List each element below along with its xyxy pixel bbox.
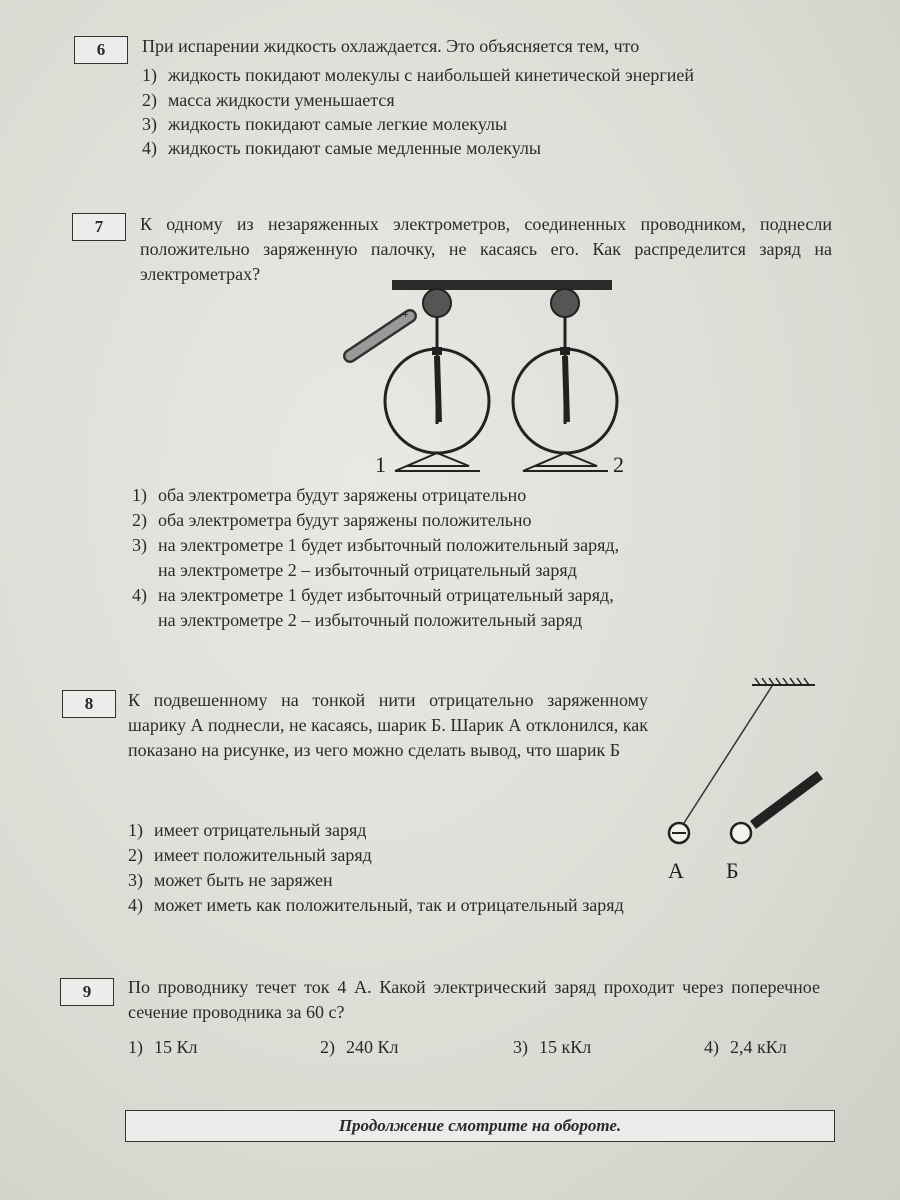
q7-option-1: 1) оба электрометра будут заряжены отрицательно (132, 485, 527, 505)
q8-option-1: 1) имеет отрицательный заряд (128, 820, 367, 840)
q6-option-3: 3) жидкость покидают самые легкие молекулы (142, 114, 508, 134)
question-number-7: 7 (72, 213, 126, 241)
rod-sign: + (402, 307, 409, 321)
q6-option-2: 2) масса жидкости уменьшается (142, 90, 395, 110)
electrometer-label-2: 2 (613, 452, 624, 477)
label-a: А (668, 858, 684, 883)
q8-option-2: 2) имеет положительный заряд (128, 845, 372, 865)
ball-b (731, 775, 820, 843)
connecting-conductor (392, 280, 612, 290)
q7-option-4: 4) на электрометре 1 будет избыточный отрицательный заряд, (132, 585, 614, 605)
question-6-stem: При испарении жидкость охлаждается. Это объясняется тем, что (142, 36, 640, 56)
electrometer-2 (513, 289, 617, 471)
question-7-stem: К одному из незаряженных электрометров, соединенных проводником, поднесли положительно заряженную палочку, не касаясь его. Как распределится заряд на электрометрах? (140, 214, 832, 284)
charged-rod (350, 307, 410, 356)
thread (684, 686, 772, 823)
q7-option-3: 3) на электрометре 1 будет избыточный положительный заряд, (132, 535, 620, 555)
question-8-stem: К подвешенному на тонкой нити отрицательно заряженному шарику А поднесли, не касаясь, шарик Б. Шарик А отклонился, как показано на рисунке, из чего можно сделать вывод, что шарик Б (128, 690, 648, 760)
continue-notice: Продолжение смотрите на обороте. (125, 1110, 835, 1142)
q7-option-3-cont: на электрометре 2 – избыточный отрицательный заряд (158, 560, 577, 580)
question-number-9: 9 (60, 978, 114, 1006)
q9-option-2: 2) 240 Кл (320, 1037, 399, 1057)
label-b: Б (726, 858, 739, 883)
question-number-6: 6 (74, 36, 128, 64)
electrometers-figure (340, 276, 640, 486)
electrometer-label-1: 1 (375, 452, 386, 477)
q9-option-3: 3) 15 кКл (513, 1037, 592, 1057)
q6-option-1: 1) жидкость покидают молекулы с наибольшей кинетической энергией (142, 65, 694, 85)
question-9-stem: По проводнику течет ток 4 А. Какой электрический заряд проходит через поперечное сечение проводника за 60 с? (128, 977, 820, 1022)
ball-a (669, 823, 689, 843)
q9-option-4: 4) 2,4 кКл (704, 1037, 787, 1057)
q7-option-2: 2) оба электрометра будут заряжены положительно (132, 510, 532, 530)
q8-option-3: 3) может быть не заряжен (128, 870, 333, 890)
q6-option-4: 4) жидкость покидают самые медленные молекулы (142, 138, 541, 158)
question-number-8: 8 (62, 690, 116, 718)
q8-option-4: 4) может иметь как положительный, так и отрицательный заряд (128, 895, 624, 915)
pendulum-figure (660, 675, 835, 890)
q9-option-1: 1) 15 Кл (128, 1037, 198, 1057)
q7-option-4-cont: на электрометре 2 – избыточный положительный заряд (158, 610, 583, 630)
